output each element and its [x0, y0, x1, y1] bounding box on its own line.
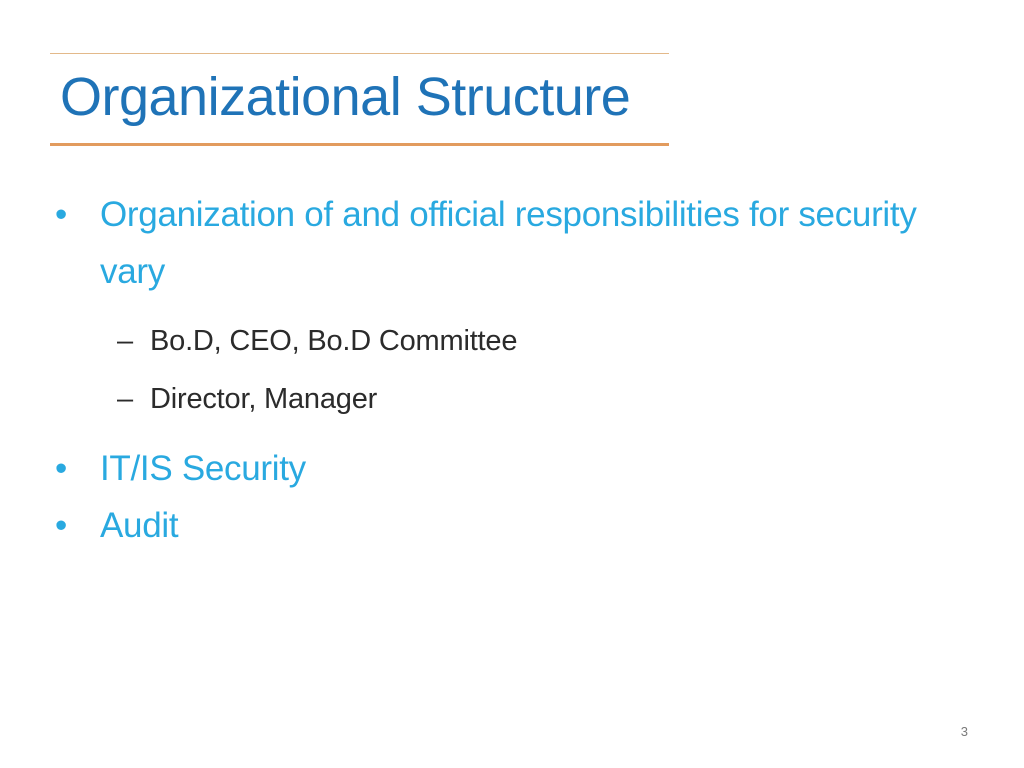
- bullet-item: [55, 440, 985, 497]
- bullet-item: [55, 186, 985, 300]
- sub-bullet-text: Director, Manager: [150, 383, 378, 415]
- bullet-text: Audit: [100, 506, 179, 545]
- bullet-marker: •: [55, 195, 67, 234]
- bullet-marker: •: [55, 449, 67, 488]
- bullet-item: [55, 497, 985, 554]
- bullet-text: IT/IS Security: [100, 449, 306, 488]
- slide-title: Organizational Structure: [60, 67, 631, 127]
- sub-bullet-text: Bo.D, CEO, Bo.D Committee: [150, 325, 518, 357]
- bullet-text: Organization of and official responsibilities for security vary: [100, 195, 917, 291]
- sub-list: [117, 312, 985, 428]
- sub-bullet-item: [117, 312, 985, 370]
- sub-bullet-marker: –: [117, 383, 133, 415]
- bullet-marker: •: [55, 506, 67, 545]
- slide-body: [55, 186, 985, 554]
- page-number: 3: [960, 724, 968, 739]
- title-bottom-rule: [50, 143, 669, 146]
- sub-bullet-item: [117, 370, 985, 428]
- title-top-rule: [50, 53, 669, 54]
- sub-bullet-marker: –: [117, 325, 133, 357]
